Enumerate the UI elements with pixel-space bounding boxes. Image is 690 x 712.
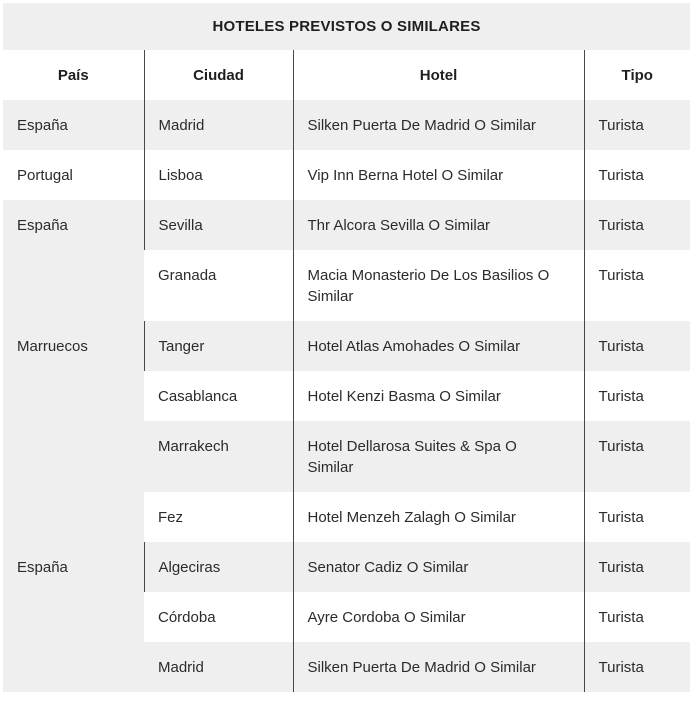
cell-tipo: Turista — [584, 421, 690, 492]
cell-tipo: Turista — [584, 371, 690, 421]
table-title: HOTELES PREVISTOS O SIMILARES — [3, 3, 690, 50]
table-header-row — [3, 50, 690, 100]
column-header-hotel: Hotel — [293, 50, 584, 100]
cell-tipo: Turista — [584, 321, 690, 371]
cell-hotel: Senator Cadiz O Similar — [293, 542, 584, 592]
cell-ciudad: Marrakech — [144, 421, 293, 492]
cell-tipo: Turista — [584, 100, 690, 150]
cell-hotel: Thr Alcora Sevilla O Similar — [293, 200, 584, 250]
column-header-tipo: Tipo — [584, 50, 690, 100]
table-row — [3, 150, 690, 200]
cell-hotel: Macia Monasterio De Los Basilios O Similar — [293, 250, 584, 321]
table-row — [3, 200, 690, 250]
table-row — [3, 100, 690, 150]
cell-ciudad: Madrid — [144, 642, 293, 692]
cell-hotel: Hotel Menzeh Zalagh O Similar — [293, 492, 584, 542]
table-row — [3, 542, 690, 592]
cell-tipo: Turista — [584, 592, 690, 642]
table-body — [3, 100, 690, 692]
cell-tipo: Turista — [584, 200, 690, 250]
cell-hotel: Silken Puerta De Madrid O Similar — [293, 100, 584, 150]
cell-ciudad: Fez — [158, 509, 184, 526]
cell-tipo: Turista — [584, 642, 690, 692]
table-row — [3, 321, 690, 371]
cell-hotel: Vip Inn Berna Hotel O Similar — [293, 150, 584, 200]
cell-ciudad: Granada — [158, 267, 217, 284]
cell-ciudad: Lisboa — [144, 150, 293, 200]
cell-pais: Marruecos — [3, 321, 144, 542]
cell-pais: Portugal — [17, 167, 73, 184]
cell-ciudad: Córdoba — [158, 609, 216, 626]
column-header-ciudad: Ciudad — [144, 50, 293, 100]
cell-ciudad: Madrid — [144, 100, 293, 150]
cell-hotel: Hotel Atlas Amohades O Similar — [293, 321, 584, 371]
cell-tipo: Turista — [584, 250, 690, 321]
cell-ciudad: Tanger — [144, 321, 293, 371]
cell-tipo: Turista — [584, 492, 690, 542]
column-header-pais: País — [3, 50, 144, 100]
cell-hotel: Silken Puerta De Madrid O Similar — [293, 642, 584, 692]
cell-pais: España — [3, 542, 144, 692]
cell-ciudad: Algeciras — [144, 542, 293, 592]
cell-ciudad: Casablanca — [158, 388, 238, 405]
hotels-table — [3, 50, 690, 692]
cell-hotel: Hotel Dellarosa Suites & Spa O Similar — [293, 421, 584, 492]
cell-pais: España — [3, 200, 144, 321]
cell-hotel: Ayre Cordoba O Similar — [293, 592, 584, 642]
cell-ciudad: Sevilla — [144, 200, 293, 250]
cell-hotel: Hotel Kenzi Basma O Similar — [293, 371, 584, 421]
cell-pais: España — [3, 100, 144, 150]
cell-tipo: Turista — [584, 542, 690, 592]
cell-tipo: Turista — [584, 150, 690, 200]
